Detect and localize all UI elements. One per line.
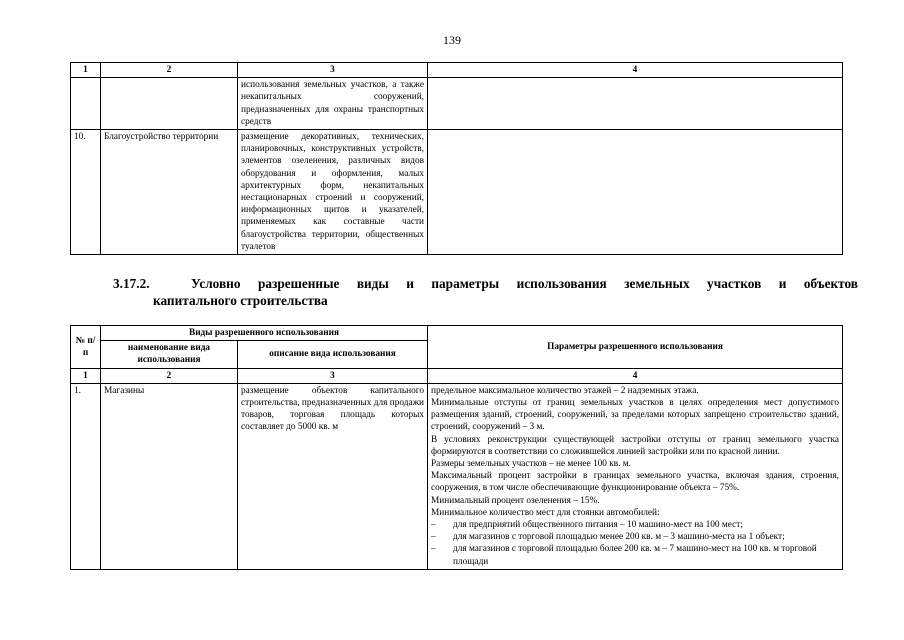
- dash-marker: –: [431, 544, 436, 555]
- bullet-text: для магазинов с торговой площадью более 200 кв. м – 7 машино-мест на 100 кв. м торговой площади: [453, 544, 817, 567]
- section-number: 3.17.2.: [113, 276, 150, 291]
- header-use-types: Виды разрешенного использования: [101, 326, 428, 341]
- table-row: [71, 130, 843, 255]
- parameter-line: предельное максимальное количество этажей – 2 надземных этажа.: [431, 385, 699, 396]
- dash-marker: –: [431, 520, 436, 531]
- land-use-table-continued: [70, 62, 843, 255]
- table-row: [71, 383, 843, 569]
- table-row: [71, 78, 843, 130]
- column-number: 4: [428, 368, 843, 383]
- column-number-row: [71, 368, 843, 383]
- column-number: 3: [238, 368, 428, 383]
- parameter-line: В условиях реконструкции существующей застройки отступы от границ земельного участка формируются в соответствии со сложившейся линией застройки или по красной линии.: [431, 434, 840, 457]
- use-type-name: Благоустройство территории: [101, 130, 238, 255]
- use-type-description: размещение декоративных, технических, планировочных, конструктивных устройств, элементов озеленения, различных видов оборудования и оформления, малых архитектурных форм, некапитальных нестационарных строений и сооружений, информационных щитов и указателей, применяемых как составные части благоустройства территории, общественных туалетов: [238, 130, 428, 255]
- column-number: 1: [71, 368, 101, 383]
- header-row: [71, 326, 843, 341]
- use-type-name: Магазины: [101, 383, 238, 569]
- header-parameters: Параметры разрешенного использования: [428, 326, 843, 369]
- bullet-text: для магазинов с торговой площадью менее 200 кв. м – 3 машино-места на 1 объект;: [453, 532, 785, 543]
- use-type-description: размещение объектов капитального строительства, предназначенных для продажи товаров, торговая площадь которых составляет до 5000 кв. м: [238, 383, 428, 569]
- column-number: 1: [71, 63, 101, 78]
- header-use-name: наименование вида использования: [101, 341, 238, 368]
- parking-bullet: [431, 531, 839, 543]
- column-number: 2: [101, 368, 238, 383]
- row-number: [71, 78, 101, 130]
- row-number: 10.: [71, 130, 101, 255]
- parameter-line: Максимальный процент застройки в границах земельного участка, включая здания, строения, сооружения, в том числе обеспечивающие функционирование объекта – 75%.: [431, 471, 840, 494]
- column-number: 3: [238, 63, 428, 78]
- column-number-row: [71, 63, 843, 78]
- use-type-name: [101, 78, 238, 130]
- page-number: 139: [443, 33, 461, 47]
- parameter-line: Минимальные отступы от границ земельных участков в целях определения мест допустимого размещения зданий, строений, сооружений, за пределами которых запрещено строительство зданий, строений, сооружений – 3 м.: [431, 398, 840, 433]
- section-heading: [113, 275, 858, 309]
- bullet-text: для предприятий общественного питания – 10 машино-мест на 100 мест;: [453, 520, 743, 531]
- column-number: 2: [101, 63, 238, 78]
- parameter-line: Минимальное количество мест для стоянки автомобилей:: [431, 507, 660, 518]
- conditional-use-table: [70, 325, 843, 570]
- parking-bullet: [431, 519, 839, 531]
- parking-bullet: [431, 543, 839, 567]
- header-number: № п/п: [71, 326, 101, 369]
- dash-marker: –: [431, 532, 436, 543]
- column-number: 4: [428, 63, 843, 78]
- use-parameters: [428, 78, 843, 130]
- header-use-description: описание вида использования: [238, 341, 428, 368]
- use-parameters: [428, 130, 843, 255]
- row-number: 1.: [71, 383, 101, 569]
- section-title-line1: Условно разрешенные виды и параметры использования земельных участков и объектов: [191, 276, 858, 291]
- use-type-description: использования земельных участков, а также некапитальных сооружений, предназначенных для охраны транспортных средств: [238, 78, 428, 130]
- parameter-line: Минимальный процент озеленения – 15%.: [431, 495, 600, 506]
- use-parameters: [428, 383, 843, 569]
- section-title-line2: капитального строительства: [153, 293, 328, 308]
- parameter-line: Размеры земельных участков – не менее 100 кв. м.: [431, 459, 632, 470]
